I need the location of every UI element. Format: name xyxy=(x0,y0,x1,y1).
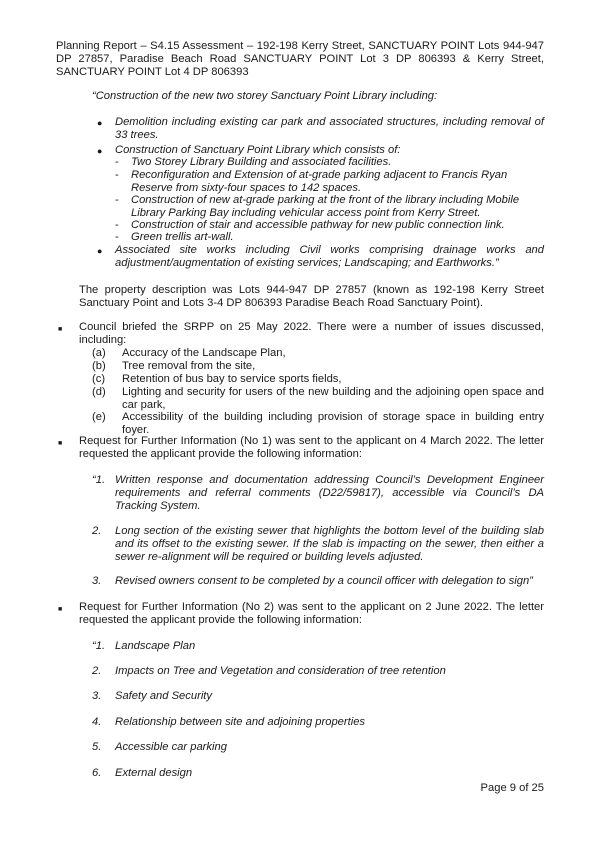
srpp-paragraph: Council briefed the SRPP on 25 May 2022. There were a number of issues discussed, including: xyxy=(79,321,544,346)
bullet-icon: ● xyxy=(97,246,103,256)
list-item: Retention of bus bay to service sports fields, xyxy=(122,373,342,385)
square-bullet-icon: ■ xyxy=(58,606,63,613)
list-marker: 5. xyxy=(92,741,102,753)
bullet-item: Construction of Sanctuary Point Library which consists of: xyxy=(115,144,401,156)
square-bullet-icon: ■ xyxy=(58,326,63,333)
square-bullet-icon: ■ xyxy=(58,440,63,447)
property-description: The property description was Lots 944-947 DP 27857 (known as 192-198 Kerry Street Sanctuary Point and Lots 3-4 DP 806393 Paradise Beach Road Sanctuary Point). xyxy=(79,284,544,309)
bullet-item: Associated site works including Civil works comprising drainage works and adjustment/augmentation of existing services; Landscaping; and Earthworks.” xyxy=(115,244,544,269)
intro-quote: “Construction of the new two storey Sanctuary Point Library including: xyxy=(92,90,438,102)
list-item: Impacts on Tree and Vegetation and consideration of tree retention xyxy=(115,665,446,677)
list-marker: 3. xyxy=(92,690,102,702)
list-marker: “1. xyxy=(92,640,106,652)
dash-item: Construction of stair and accessible pathway for new public connection link. xyxy=(131,219,505,231)
list-item: Tree removal from the site, xyxy=(122,360,256,372)
dash-icon: - xyxy=(115,231,119,243)
list-item: Long section of the existing sewer that highlights the bottom level of the building slab and its offset to the existing sewer. If the slab is impacting on the sewer, then either a sewer re-alignment will be required or building levels adjusted. xyxy=(115,525,544,563)
list-marker: (c) xyxy=(92,373,106,385)
list-item: Accessible car parking xyxy=(115,741,227,753)
list-marker: “1. xyxy=(92,474,106,486)
dash-icon: - xyxy=(115,156,119,168)
dash-item: Construction of new at-grade parking at the front of the library including Mobile Library Parking Bay including vehicular access point from Kerry Street. xyxy=(131,194,520,219)
list-marker: 6. xyxy=(92,767,102,779)
header-line: SANCTUARY POINT Lot 4 DP 806393 xyxy=(56,66,249,78)
dash-item: Reconfiguration and Extension of at-grade parking adjacent to Francis Ryan Reserve from sixty-four spaces to 142 spaces. xyxy=(131,169,508,194)
list-marker: 3. xyxy=(92,575,102,587)
list-item: Written response and documentation addressing Council’s Development Engineer requirements and referral comments (D22/59817), accessible via Council’s DA Tracking System. xyxy=(115,474,544,512)
dash-icon: - xyxy=(115,169,119,181)
page-number: Page 9 of 25 xyxy=(480,782,544,794)
rfi1-paragraph: Request for Further Information (No 1) was sent to the applicant on 4 March 2022. The letter requested the applicant provide the following information: xyxy=(79,435,544,460)
list-marker: (b) xyxy=(92,360,106,372)
report-header xyxy=(56,40,544,79)
list-marker: (e) xyxy=(92,411,106,423)
list-marker: 2. xyxy=(92,525,102,537)
dash-icon: - xyxy=(115,194,119,206)
list-item: Accuracy of the Landscape Plan, xyxy=(122,347,286,359)
list-marker: (d) xyxy=(92,386,106,398)
dash-item: Green trellis art-wall. xyxy=(131,231,234,243)
list-item: External design xyxy=(115,767,193,779)
header-line: Planning Report – S4.15 Assessment – 192-198 Kerry Street, SANCTUARY POINT Lots 944-947 xyxy=(56,40,544,52)
bullet-icon: ● xyxy=(97,146,103,156)
dash-item: Two Storey Library Building and associated facilities. xyxy=(131,156,392,168)
list-marker: 4. xyxy=(92,716,102,728)
list-item: Safety and Security xyxy=(115,690,213,702)
rfi2-paragraph: Request for Further Information (No 2) was sent to the applicant on 2 June 2022. The letter requested the applicant provide the following information: xyxy=(79,601,544,626)
list-item: Accessibility of the building including provision of storage space in building entry foyer. xyxy=(122,411,544,436)
bullet-item: Demolition including existing car park and associated structures, including removal of 33 trees. xyxy=(115,116,544,141)
list-marker: 2. xyxy=(92,665,102,677)
list-marker: (a) xyxy=(92,347,106,359)
bullet-icon: ● xyxy=(97,118,103,128)
list-item: Lighting and security for users of the new building and the adjoining open space and car park, xyxy=(122,386,544,411)
dash-icon: - xyxy=(115,219,119,231)
list-item: Landscape Plan xyxy=(115,640,196,652)
list-item: Relationship between site and adjoining properties xyxy=(115,716,366,728)
header-line: DP 27857, Paradise Beach Road SANCTUARY POINT Lot 3 DP 806393 & Kerry Street, xyxy=(56,53,544,65)
list-item: Revised owners consent to be completed by a council officer with delegation to sign” xyxy=(115,575,533,587)
